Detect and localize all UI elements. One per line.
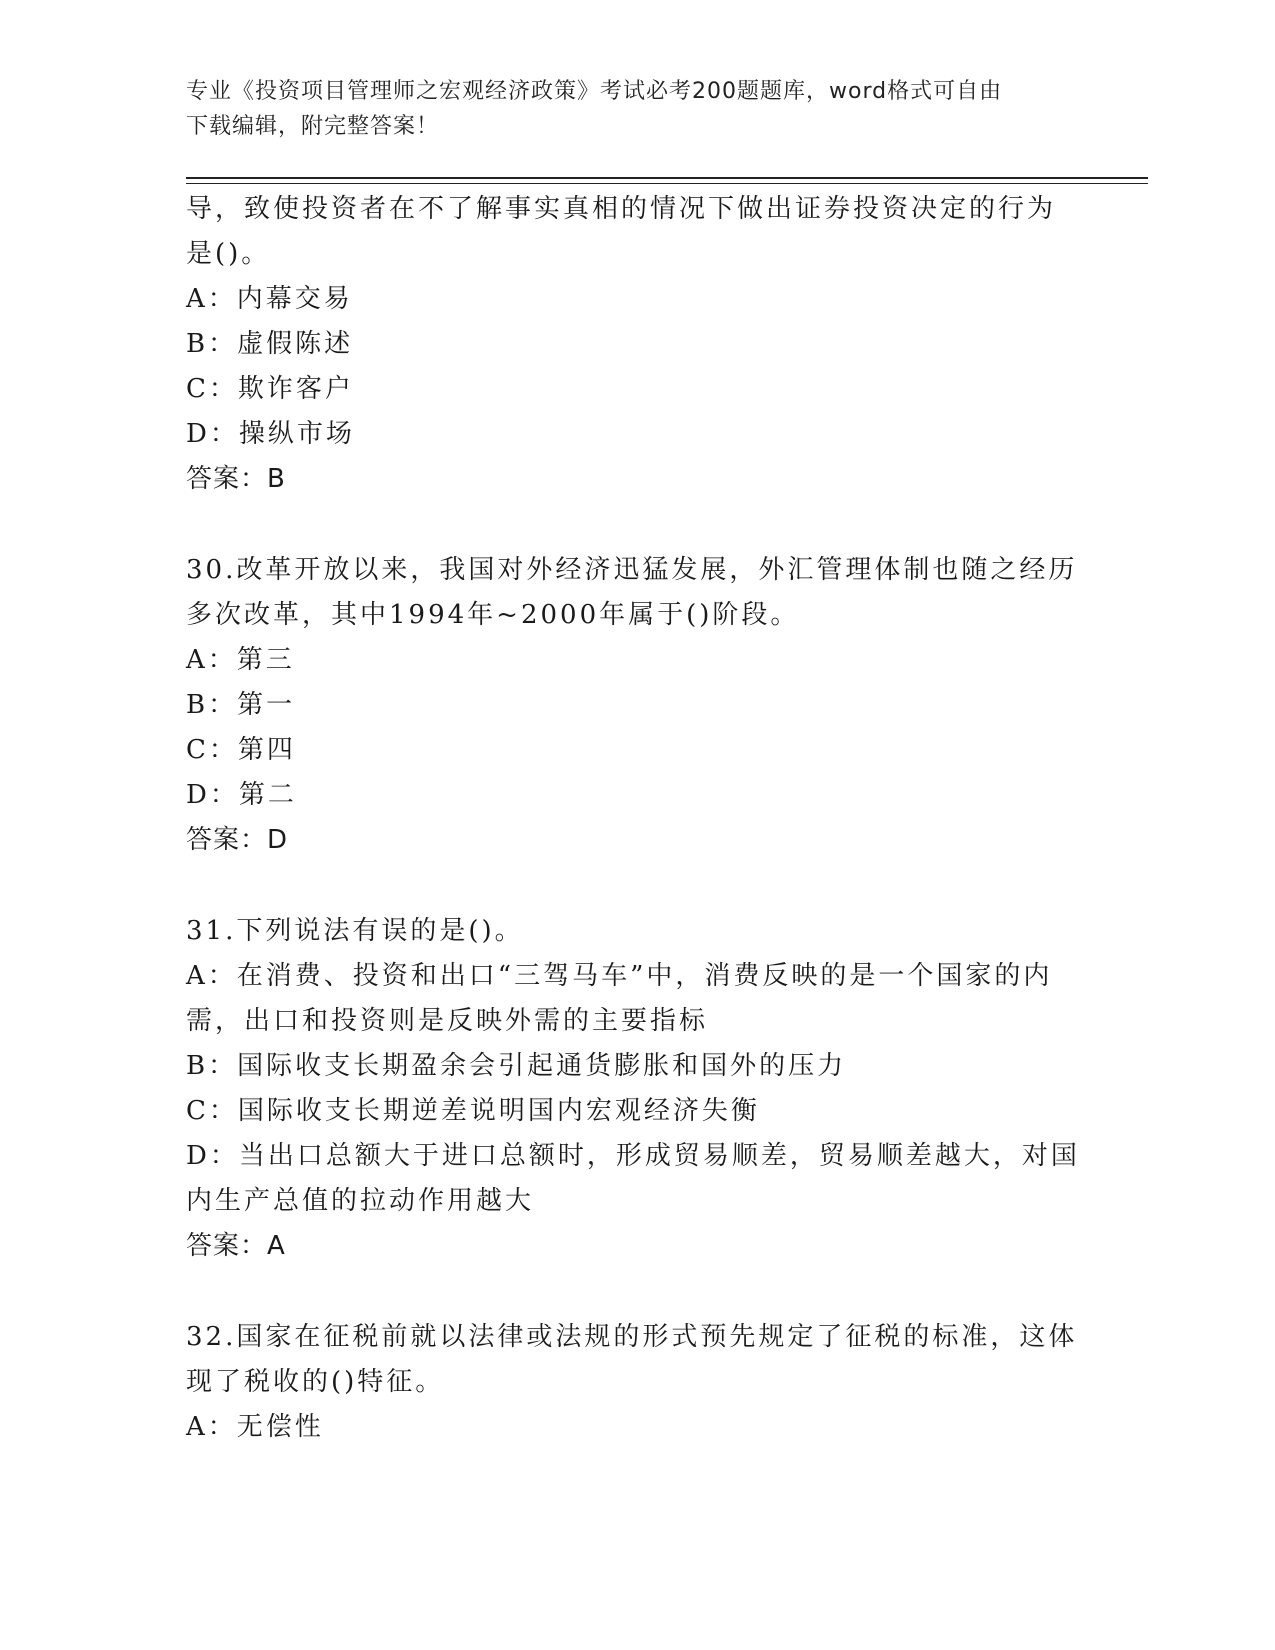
question-stem: 30.改革开放以来，我国对外经济迅猛发展，外汇管理体制也随之经历 — [186, 555, 1078, 585]
question-spacer — [186, 502, 1066, 548]
option-a: A：在消费、投资和出口“三驾马车”中，消费反映的是一个国家的内 — [186, 961, 1053, 991]
option-d-continued: 内生产总值的拉动作用越大 — [186, 1186, 535, 1216]
option-d: D：操纵市场 — [186, 419, 355, 449]
header-line-2: 下载编辑，附完整答案！ — [186, 114, 440, 139]
option-c: C：第四 — [186, 735, 296, 765]
option-a: A：内幕交易 — [186, 284, 353, 314]
question-stem: 32.国家在征税前就以法律或法规的形式预先规定了征税的标准，这体 — [186, 1322, 1078, 1352]
question-stem: 现了税收的()特征。 — [186, 1367, 445, 1397]
question-stem: 是()。 — [186, 239, 271, 269]
answer-line: 答案：D — [186, 825, 289, 855]
option-d: D：第二 — [186, 780, 297, 810]
option-d: D：当出口总额大于进口总额时，形成贸易顺差，贸易顺差越大，对国 — [186, 1141, 1080, 1171]
question-stem: 31.下列说法有误的是()。 — [186, 916, 524, 946]
option-c: C：欺诈客户 — [186, 374, 354, 404]
question-32 — [186, 1315, 1078, 1450]
option-a: A：第三 — [186, 645, 295, 675]
question-29 — [186, 187, 1066, 502]
option-a-continued: 需，出口和投资则是反映外需的主要指标 — [186, 1006, 709, 1036]
question-stem: 多次改革，其中1994年~2000年属于()阶段。 — [186, 600, 800, 630]
question-spacer — [186, 1269, 1066, 1315]
question-31 — [186, 909, 1080, 1269]
question-30 — [186, 548, 1078, 863]
question-stem: 导，致使投资者在不了解事实真相的情况下做出证券投资决定的行为 — [186, 194, 1057, 224]
answer-line: 答案：A — [186, 1231, 286, 1261]
answer-line: 答案：B — [186, 464, 286, 494]
option-b: B：国际收支长期盈余会引起通货膨胀和国外的压力 — [186, 1051, 847, 1081]
option-a: A：无偿性 — [186, 1412, 324, 1442]
document-header — [186, 74, 1066, 144]
option-c: C：国际收支长期逆差说明国内宏观经济失衡 — [186, 1096, 760, 1126]
option-b: B：虚假陈述 — [186, 329, 354, 359]
header-divider-thin — [186, 183, 1148, 184]
question-list — [186, 187, 1080, 1450]
header-divider-thick — [186, 177, 1148, 179]
header-line-1: 专业《投资项目管理师之宏观经济政策》考试必考200题题库，word格式可自由 — [186, 79, 1003, 104]
option-b: B：第一 — [186, 690, 296, 720]
question-spacer — [186, 863, 1066, 909]
